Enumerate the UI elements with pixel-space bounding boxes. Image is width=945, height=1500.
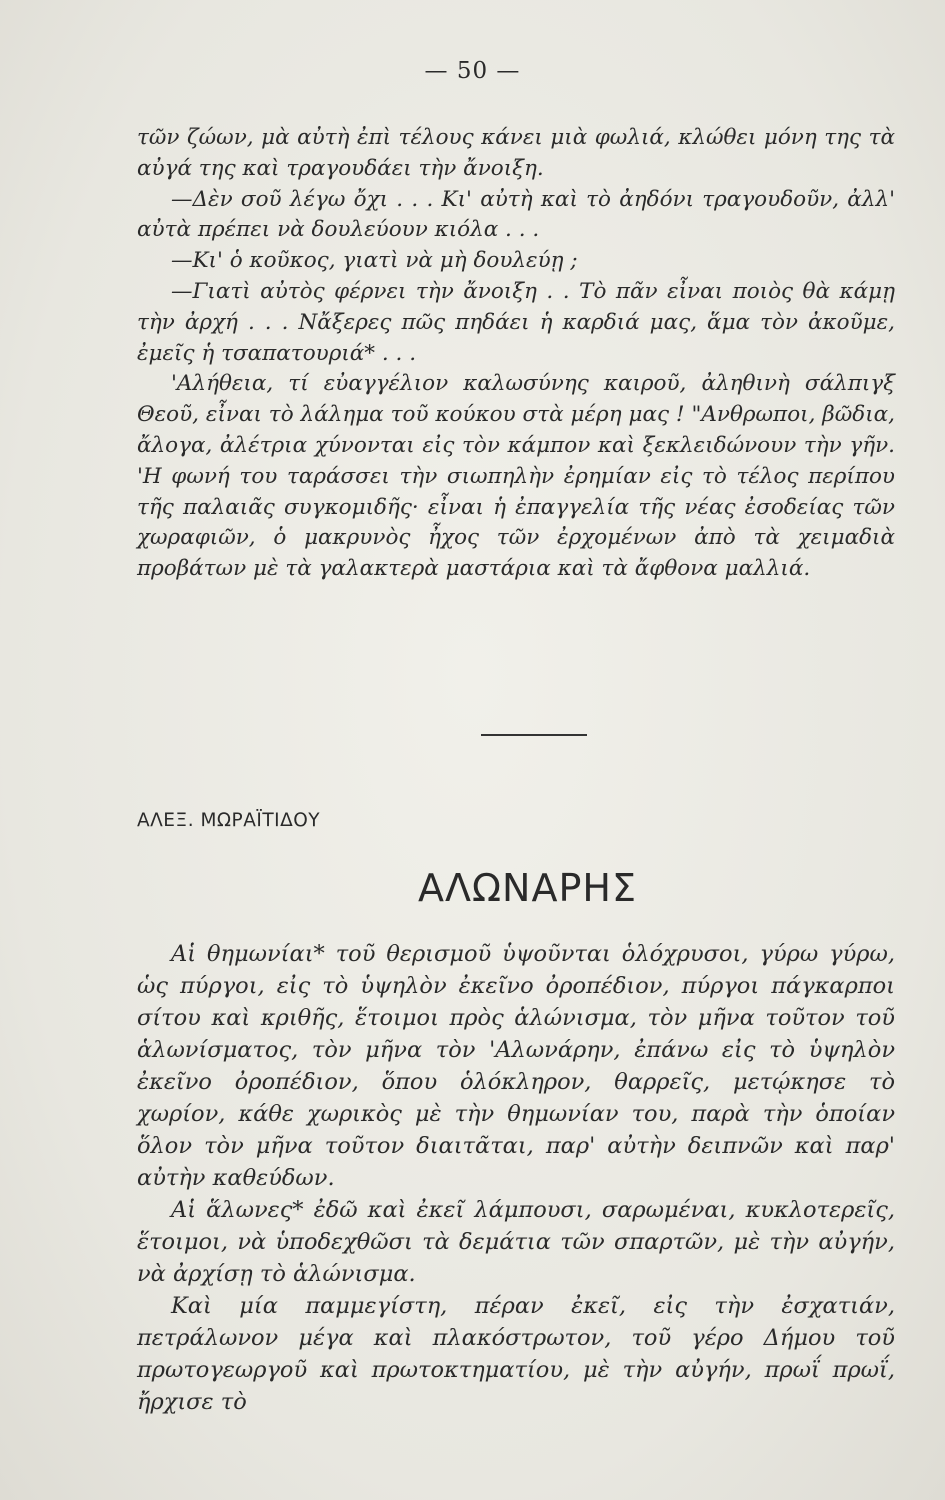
paragraph: —Δὲν σοῦ λέγω ὄχι . . . Κι' αὐτὴ καὶ τὸ ἀηδόνι τραγουδοῦν, ἀλλ' αὐτὰ πρέπει νὰ δουλεύουν κιόλα . . . [137, 186, 895, 243]
paragraph: —Κι' ὁ κοῦκος, γιατὶ νὰ μὴ δουλεύῃ ; [171, 248, 578, 274]
paragraph: —Γιατὶ αὐτὸς φέρνει τὴν ἄνοιξη . . Τὸ πᾶν εἶναι ποιὸς θὰ κάμῃ τὴν ἀρχή . . . Νἄξερες πῶς πηδάει ἡ καρδιά μας, ἅμα τὸν ἀκοῦμε, ἐμεῖς ἡ τσαπατουριά* . . . [137, 278, 895, 366]
paragraph: Αἱ ἅλωνες* ἐδῶ καὶ ἐκεῖ λάμπουσι, σαρωμέναι, κυκλοτερεῖς, ἕτοιμοι, νὰ ὑποδεχθῶσι τὰ δεμάτια τῶν σπαρτῶν, μὲ τὴν αὐγήν, νὰ ἀρχίσῃ τὸ ἁλώνισμα. [137, 1197, 895, 1287]
paragraph: 'Αλήθεια, τί εὐαγγέλιον καλωσύνης καιροῦ, ἀληθινὴ σάλπιγξ Θεοῦ, εἶναι τὸ λάλημα τοῦ κούκου στὰ μέρη μας ! "Ανθρωποι, βῶδια, ἄλογα, ἀλέτρια χύνονται εἰς τὸν κάμπον καὶ ξεκλειδώνουν τὴν γῆν. 'Η φωνή του ταράσσει τὴν σιωπηλὴν ἐρημίαν εἰς τὸ τέλος περίπου τῆς παλαιᾶς συγκομιδῆς· εἶναι ἡ ἐπαγγελία τῆς νέας ἐσοδείας τῶν χωραφιῶν, ὁ μακρυνὸς ἦχος τῶν ἐρχομένων ἀπὸ τὰ χειμαδιὰ προβάτων μὲ τὰ γαλακτερὰ μαστάρια καὶ τὰ ἄφθονα μαλλιά. [137, 371, 895, 582]
author-name: ΑΛΕΞ. ΜΩΡΑΪΤΙΔΟΥ [137, 810, 321, 831]
page-number: — 50 — [424, 58, 521, 84]
paragraph: Καὶ μία παμμεγίστη, πέραν ἐκεῖ, εἰς τὴν ἐσχατιάν, πετράλωνον μέγα καὶ πλακόστρωτον, τοῦ γέρο Δήμου τοῦ πρωτογεωργοῦ καὶ πρωτοκτηματίου, μὲ τὴν αὐγήν, πρωΐ πρωΐ, ἤρχισε τὸ [137, 1293, 895, 1415]
section-divider [481, 734, 587, 736]
previous-text [137, 123, 895, 585]
paragraph: Αἱ θημωνίαι* τοῦ θερισμοῦ ὑψοῦνται ὁλόχρυσοι, γύρω γύρω, ὡς πύργοι, εἰς τὸ ὑψηλὸν ἐκεῖνο ὀροπέδιον, πύργοι πάγκαρποι σίτου καὶ κριθῆς, ἕτοιμοι πρὸς ἁλώνισμα, τὸν μῆνα τοῦτον τοῦ ἁλωνίσματος, τὸν μῆνα τὸν 'Αλωνάρην, ἐπάνω εἰς τὸ ὑψηλὸν ἐκεῖνο ὀροπέδιον, ὅπου ὁλόκληρον, θαρρεῖς, μετῴκησε τὸ χωρίον, κάθε χωρικὸς μὲ τὴν θημωνίαν του, παρὰ τὴν ὁποίαν ὅλον τὸν μῆνα τοῦτον διαιτᾶται, παρ' αὐτὴν δειπνῶν καὶ παρ' αὐτὴν καθεύδων. [137, 941, 895, 1191]
story-title: ΑΛΩΝΑΡΗΣ [418, 866, 637, 910]
paragraph: τῶν ζώων, μὰ αὐτὴ ἐπὶ τέλους κάνει μιὰ φωλιά, κλώθει μόνη της τὰ αὐγά της καὶ τραγουδάει τὴν ἄνοιξη. [137, 125, 895, 181]
story-text [137, 938, 895, 1418]
